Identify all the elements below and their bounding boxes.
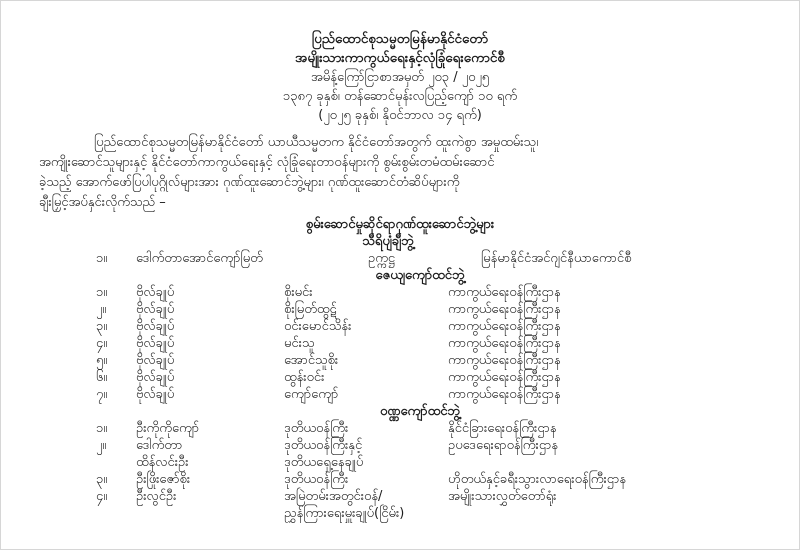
recipient-position-line: အမြဲတမ်းအတွင်းဝန်/ — [284, 489, 383, 504]
recipient-name: မင်းသူ — [284, 336, 315, 351]
recipient-name: စိုးမင်း — [284, 285, 313, 300]
row-number: ၆။ — [96, 370, 108, 385]
award-row — [1, 386, 799, 403]
preamble-line-4: ချီးမြှင့်အပ်နှင်းလိုက်သည် – — [39, 195, 166, 210]
award-row — [1, 437, 799, 471]
recipient-position-line: ညွှန်ကြားရေးမှူးချုပ်(ငြိမ်း) — [284, 506, 405, 521]
recipient-position — [284, 488, 448, 522]
state-title: ပြည်ထောင်စုသမ္မတမြန်မာနိုင်ငံတော် — [311, 31, 489, 47]
row-number: ၅။ — [96, 353, 108, 368]
recipient-org: ကာကွယ်ရေးဝန်ကြီးဌာန — [448, 387, 561, 402]
award-row — [1, 488, 799, 522]
recipient-name — [136, 488, 284, 522]
recipient-name: ကျော်ကျော် — [284, 387, 339, 402]
preamble-paragraph — [1, 133, 799, 213]
recipient-org: ကာကွယ်ရေးဝန်ကြီးဌာန — [448, 319, 561, 334]
recipient-name-line: ဒေါက်တာ — [136, 438, 183, 453]
recipient-name-line: ဦးကိုကိုကျော် — [136, 421, 200, 436]
recipient-rank: ဗိုလ်ချုပ် — [136, 285, 175, 300]
row-number: ၃။ — [96, 319, 108, 334]
recipient-name: အောင်သူစိုး — [284, 353, 339, 368]
order-number: အမိန့်ကြော်ငြာစာအမှတ် ၂၀၃ / ၂၀၂၅ — [310, 70, 490, 85]
myanmar-calendar-date: ၁၃၈၇ ခုနှစ်၊ တန်ဆောင်မုန်းလပြည့်ကျော် ၁၀ ရက် — [282, 89, 518, 104]
recipient-org: ကာကွယ်ရေးဝန်ကြီးဌာန — [448, 353, 561, 368]
recipient-org: အမျိုးသားလွှတ်တော်ရုံး — [448, 489, 557, 504]
row-number: ၁။ — [96, 251, 108, 266]
award-row — [1, 471, 799, 488]
recipient-org: နိုင်ငံခြားရေးဝန်ကြီးဌာန — [448, 421, 557, 436]
recipient-position — [284, 420, 448, 437]
recipient-position-line: ဒုတိယရှေ့နေချုပ် — [284, 455, 364, 470]
recipient-name — [136, 420, 284, 437]
recipient-rank: ဗိုလ်ချုပ် — [136, 302, 175, 317]
award-row — [1, 250, 799, 267]
recipient-org: ဟိုတယ်နှင့်ခရီးသွားလာရေးဝန်ကြီးဌာန — [448, 472, 627, 487]
section-title-thiri-pyanchi: သီရိပျံချီဘွဲ့ — [362, 234, 414, 249]
recipient-org: ကာကွယ်ရေးဝန်ကြီးဌာန — [448, 302, 561, 317]
recipient-name — [136, 437, 284, 471]
award-row — [1, 301, 799, 318]
row-number: ၇။ — [96, 387, 108, 402]
row-number: ၂။ — [96, 302, 107, 317]
row-number: ၂။ — [96, 438, 107, 453]
award-row — [1, 369, 799, 386]
recipient-org: ကာကွယ်ရေးဝန်ကြီးဌာန — [448, 336, 561, 351]
recipient-org: ဥပဒေရေးရာဝန်ကြီးဌာန — [448, 438, 559, 453]
row-number: ၁။ — [96, 421, 108, 436]
recipient-rank: ဗိုလ်ချုပ် — [136, 370, 175, 385]
recipient-rank: ဗိုလ်ချုပ် — [136, 336, 175, 351]
recipient-name: စိုးမြတ်ထွဋ် — [284, 302, 337, 317]
recipient-position — [284, 471, 448, 488]
award-row — [1, 335, 799, 352]
recipient-org: မြန်မာနိုင်ငံအင်ဂျင်နီယာကောင်စီ — [481, 251, 632, 266]
row-number: ၄။ — [96, 336, 108, 351]
recipient-rank: ဗိုလ်ချုပ် — [136, 319, 175, 334]
row-number: ၃။ — [96, 472, 108, 487]
section-title-zeya-kyaw-htin: ဇေယျကျော်ထင်ဘွဲ့ — [375, 268, 465, 283]
western-calendar-date: (၂၀၂၅ ခုနှစ်၊ နိုဝင်ဘာလ ၁၄ ရက်) — [318, 108, 482, 123]
award-row — [1, 284, 799, 301]
recipient-org: ကာကွယ်ရေးဝန်ကြီးဌာန — [448, 285, 561, 300]
preamble-line-2: အကျိုးဆောင်သူများနှင့် နိုင်ငံတော်ကာကွယ်ရေးနှင့် လုံခြုံရေးတာဝန်များကို စွမ်းစွမ်းတမံထမ်းဆောင် — [39, 155, 495, 170]
row-number: ၄။ — [96, 489, 108, 504]
recipient-position-line: ဒုတိယဝန်ကြီး — [284, 421, 349, 436]
recipient-name-line: ဦးဖြိုးဇော်စိုး — [136, 472, 191, 487]
council-title: အမျိုးသားကာကွယ်ရေးနှင့်လုံခြုံရေးကောင်စီ — [295, 50, 505, 66]
section-title-performance-awards: စွမ်းဆောင်မှုဆိုင်ရာဂုဏ်ထူးဆောင်ဘွဲ့များ — [305, 217, 495, 232]
recipient-name-line: ဦးလွင်ဦး — [136, 489, 177, 504]
recipient-position-line: ဒုတိယဝန်ကြီးနှင့် — [284, 438, 363, 453]
recipient-rank: ဗိုလ်ချုပ် — [136, 387, 175, 402]
row-number: ၁။ — [96, 285, 108, 300]
recipient-rank: ဗိုလ်ချုပ် — [136, 353, 175, 368]
preamble-line-1: ပြည်ထောင်စုသမ္မတမြန်မာနိုင်ငံတော် ယာယီသမ္မတက နိုင်ငံတော်အတွက် ထူးကဲစွာ အမှုထမ်းသူ၊ — [94, 135, 539, 150]
award-row — [1, 318, 799, 335]
recipient-name: ဒေါက်တာအောင်ကျော်မြတ် — [136, 251, 263, 266]
recipient-name — [136, 471, 284, 488]
document-header — [1, 1, 799, 125]
recipient-position — [284, 437, 448, 471]
recipient-position: ဥက္ကဋ္ဌ — [368, 251, 395, 266]
recipient-org: ကာကွယ်ရေးဝန်ကြီးဌာန — [448, 370, 561, 385]
recipient-name: ထွန်းဝင်း — [284, 370, 325, 385]
awards-list — [1, 216, 799, 522]
recipient-position-line: ဒုတိယဝန်ကြီး — [284, 472, 349, 487]
preamble-line-3: ခဲ့သည့် အောက်ဖော်ပြပါပုဂ္ဂိုလ်များအား ဂုဏ်ထူးဆောင်ဘွဲ့များ၊ ဂုဏ်ထူးဆောင်တံဆိပ်များကို — [39, 175, 460, 190]
recipient-name: ဝင်းမောင်သိန်း — [284, 319, 352, 334]
award-row — [1, 420, 799, 437]
award-row — [1, 352, 799, 369]
recipient-name-line: ထိန်လင်းဦး — [136, 455, 189, 470]
section-title-wunna-kyaw-htin: ဝဏ္ဏကျော်ထင်ဘွဲ့ — [380, 404, 460, 419]
